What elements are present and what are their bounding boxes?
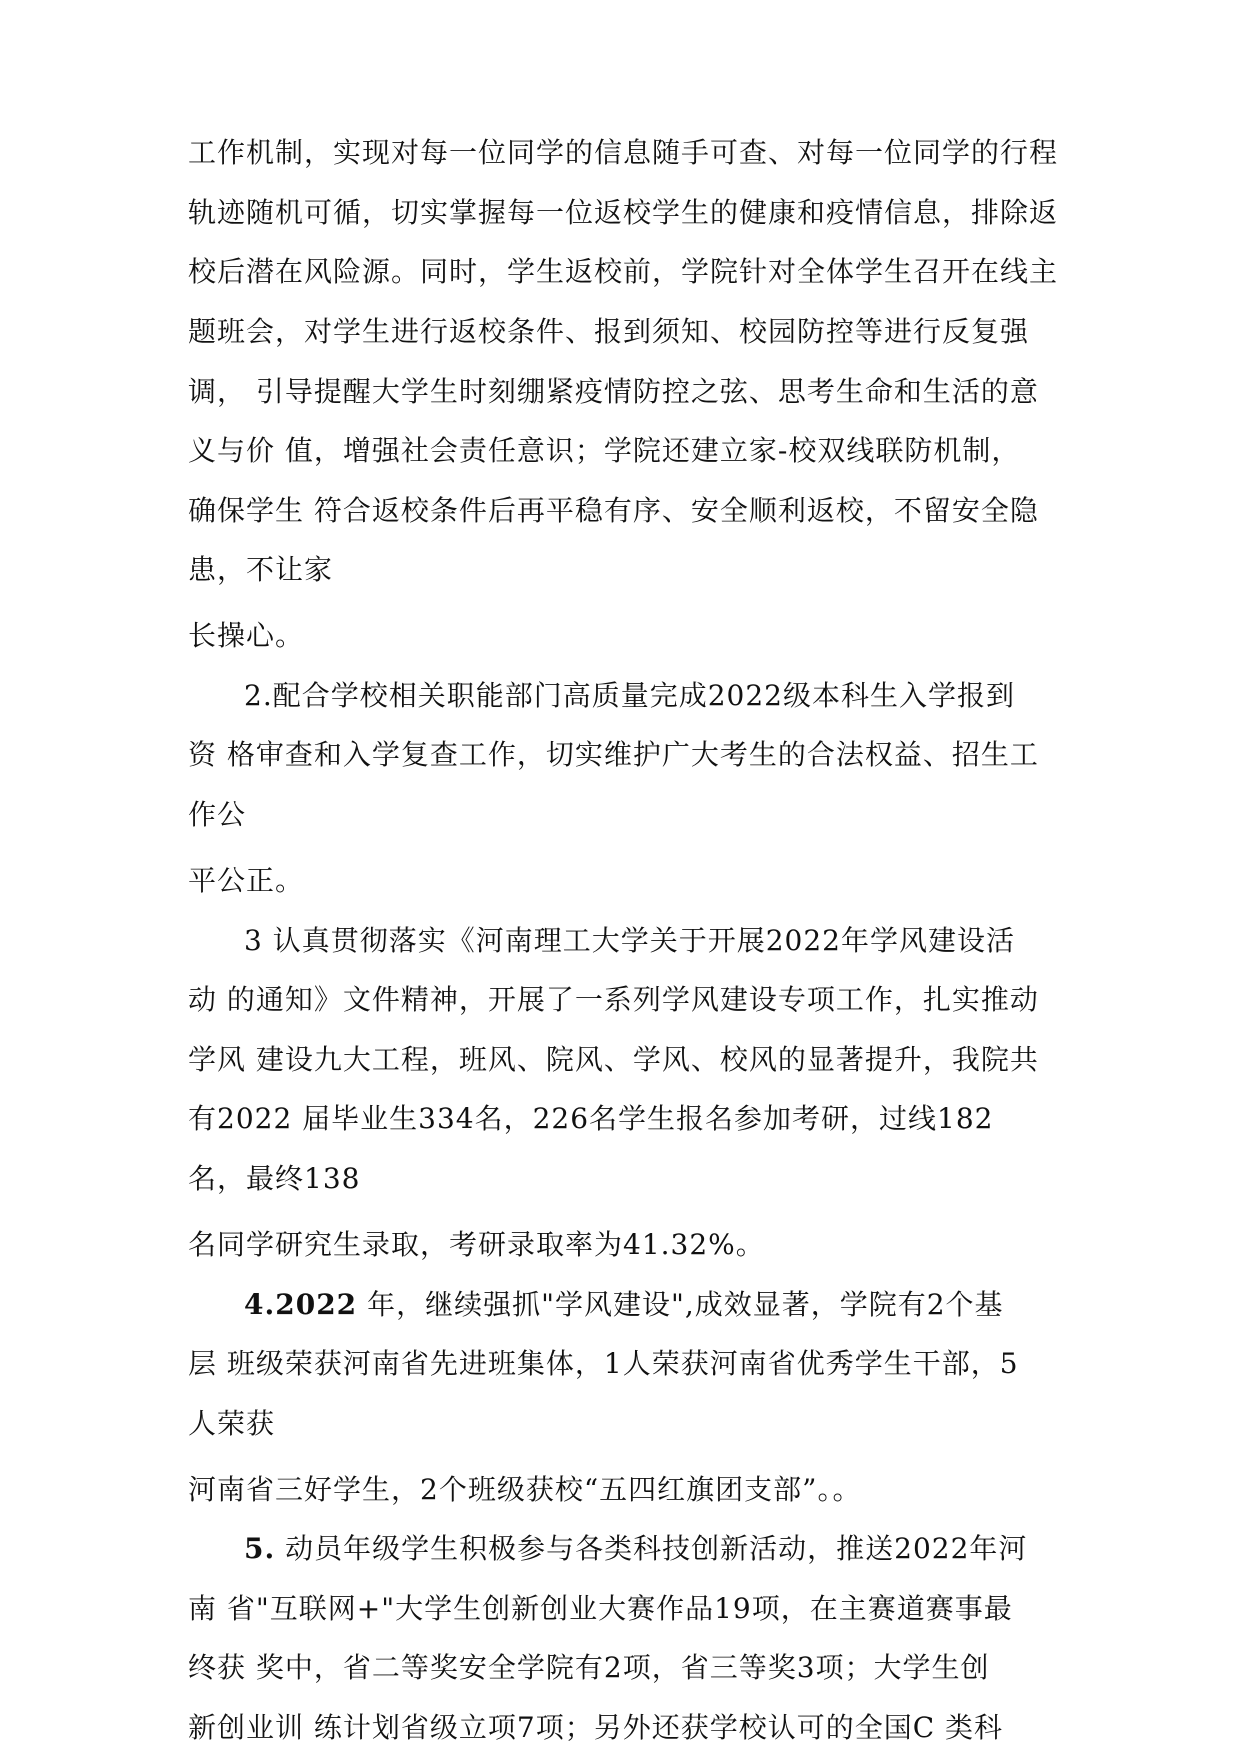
text-line: 确保学生 符合返校条件后再平稳有序、安全顺利返校，不留安全隐 bbox=[188, 494, 1039, 527]
text-line: 终获 奖中，省二等奖安全学院有2项，省三等奖3项；大学生创 bbox=[188, 1651, 990, 1684]
text-line: 南 省"互联网+"大学生创新创业大赛作品19项，在主赛道赛事最 bbox=[188, 1592, 1013, 1625]
text-line bbox=[244, 1288, 1004, 1322]
text-line: 校后潜在风险源。同时，学生返校前，学院针对全体学生召开在线主 bbox=[188, 255, 1059, 288]
text-line: 人荣获 bbox=[188, 1407, 276, 1440]
text-line: 义与价 值，增强社会责任意识；学院还建立家-校双线联防机制， bbox=[188, 434, 1021, 467]
line-text: 年，继续强抓"学风建设",成效显著，学院有2个基 bbox=[357, 1288, 1004, 1321]
text-line: 2.配合学校相关职能部门高质量完成2022级本科生入学报到 bbox=[244, 679, 1015, 712]
text-line: 资 格审查和入学复查工作，切实维护广大考生的合法权益、招生工 bbox=[188, 738, 1039, 771]
text-line: 有2022 届毕业生334名，226名学生报名参加考研，过线182 bbox=[188, 1102, 994, 1135]
text-line: 题班会，对学生进行返校条件、报到须知、校园防控等进行反复强 bbox=[188, 315, 1030, 348]
text-line: 调， 引导提醒大学生时刻绷紧疫情防控之弦、思考生命和生活的意 bbox=[188, 375, 1039, 408]
text-line: 轨迹随机可循，切实掌握每一位返校学生的健康和疫情信息，排除返 bbox=[188, 196, 1059, 229]
line-text: 动员年级学生积极参与各类科技创新活动，推送2022年河 bbox=[275, 1532, 1028, 1565]
text-line: 层 班级荣获河南省先进班集体，1人荣获河南省优秀学生干部，5 bbox=[188, 1347, 1019, 1380]
text-line: 河南省三好学生，2个班级获校“五四红旗团支部”。。 bbox=[188, 1473, 862, 1506]
text-line: 学风 建设九大工程，班风、院风、学风、校风的显著提升，我院共 bbox=[188, 1043, 1039, 1076]
text-line: 动 的通知》文件精神，开展了一系列学风建设专项工作，扎实推动 bbox=[188, 983, 1039, 1016]
text-line: 长操心。 bbox=[188, 619, 305, 652]
item-number: 4.2022 bbox=[244, 1288, 358, 1321]
text-line: 作公 bbox=[188, 798, 247, 831]
text-line: 名，最终138 bbox=[188, 1162, 361, 1195]
item-number: 5. bbox=[244, 1532, 276, 1565]
text-line: 患，不让家 bbox=[188, 553, 334, 586]
text-line: 平公正。 bbox=[188, 864, 305, 897]
text-line: 名同学研究生录取，考研录取率为41.32%。 bbox=[188, 1228, 765, 1261]
text-line: 新创业训 练计划省级立项7项；另外还获学校认可的全国C 类科 bbox=[188, 1711, 1004, 1744]
text-line bbox=[244, 1532, 1027, 1566]
text-line: 工作机制，实现对每一位同学的信息随手可查、对每一位同学的行程 bbox=[188, 136, 1059, 169]
text-line: 3 认真贯彻落实《河南理工大学关于开展2022年学风建设活 bbox=[244, 924, 1015, 957]
